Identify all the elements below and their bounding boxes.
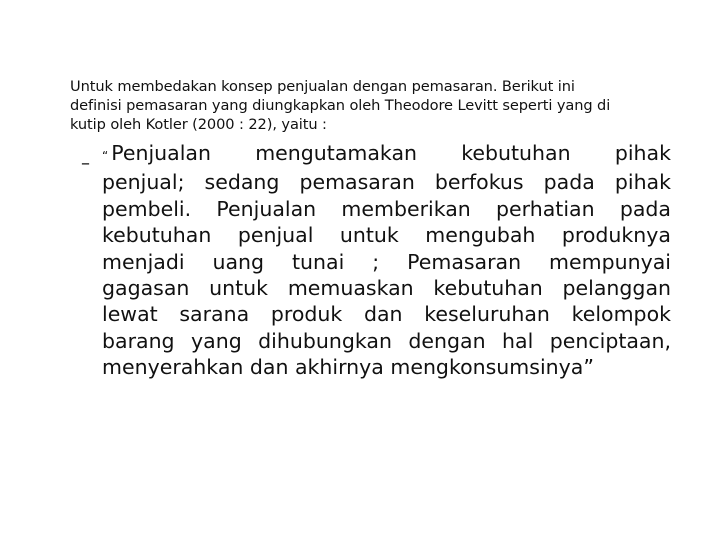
levitt-quote <box>102 140 671 381</box>
intro-paragraph <box>70 77 710 134</box>
bullet-dash: – <box>81 153 90 174</box>
quote-line: penjual; sedang pemasaran berfokus pada pihak <box>102 170 671 195</box>
quote-line-text: Penjualan mengutamakan kebutuhan pihak <box>111 141 671 165</box>
open-quote-mark: “ <box>102 149 109 163</box>
intro-line: kutip oleh Kotler (2000 : 22), yaitu : <box>70 116 327 133</box>
quote-line: barang yang dihubungkan dengan hal penciptaan, <box>102 328 671 353</box>
intro-line: Untuk membedakan konsep penjualan dengan pemasaran. Berikut ini <box>70 78 575 95</box>
quote-line: pembeli. Penjualan memberikan perhatian pada <box>102 196 671 221</box>
quote-line: kebutuhan penjual untuk mengubah produknya <box>102 223 671 248</box>
quote-line: menjadi uang tunai ; Pemasaran mempunyai <box>102 249 671 274</box>
quote-line <box>102 140 671 169</box>
quote-line: menyerahkan dan akhirnya mengkonsumsinya” <box>102 355 594 380</box>
quote-line: lewat sarana produk dan keseluruhan kelompok <box>102 302 671 327</box>
intro-line: definisi pemasaran yang diungkapkan oleh Theodore Levitt seperti yang di <box>70 97 611 114</box>
quote-line: gagasan untuk memuaskan kebutuhan pelanggan <box>102 276 671 301</box>
